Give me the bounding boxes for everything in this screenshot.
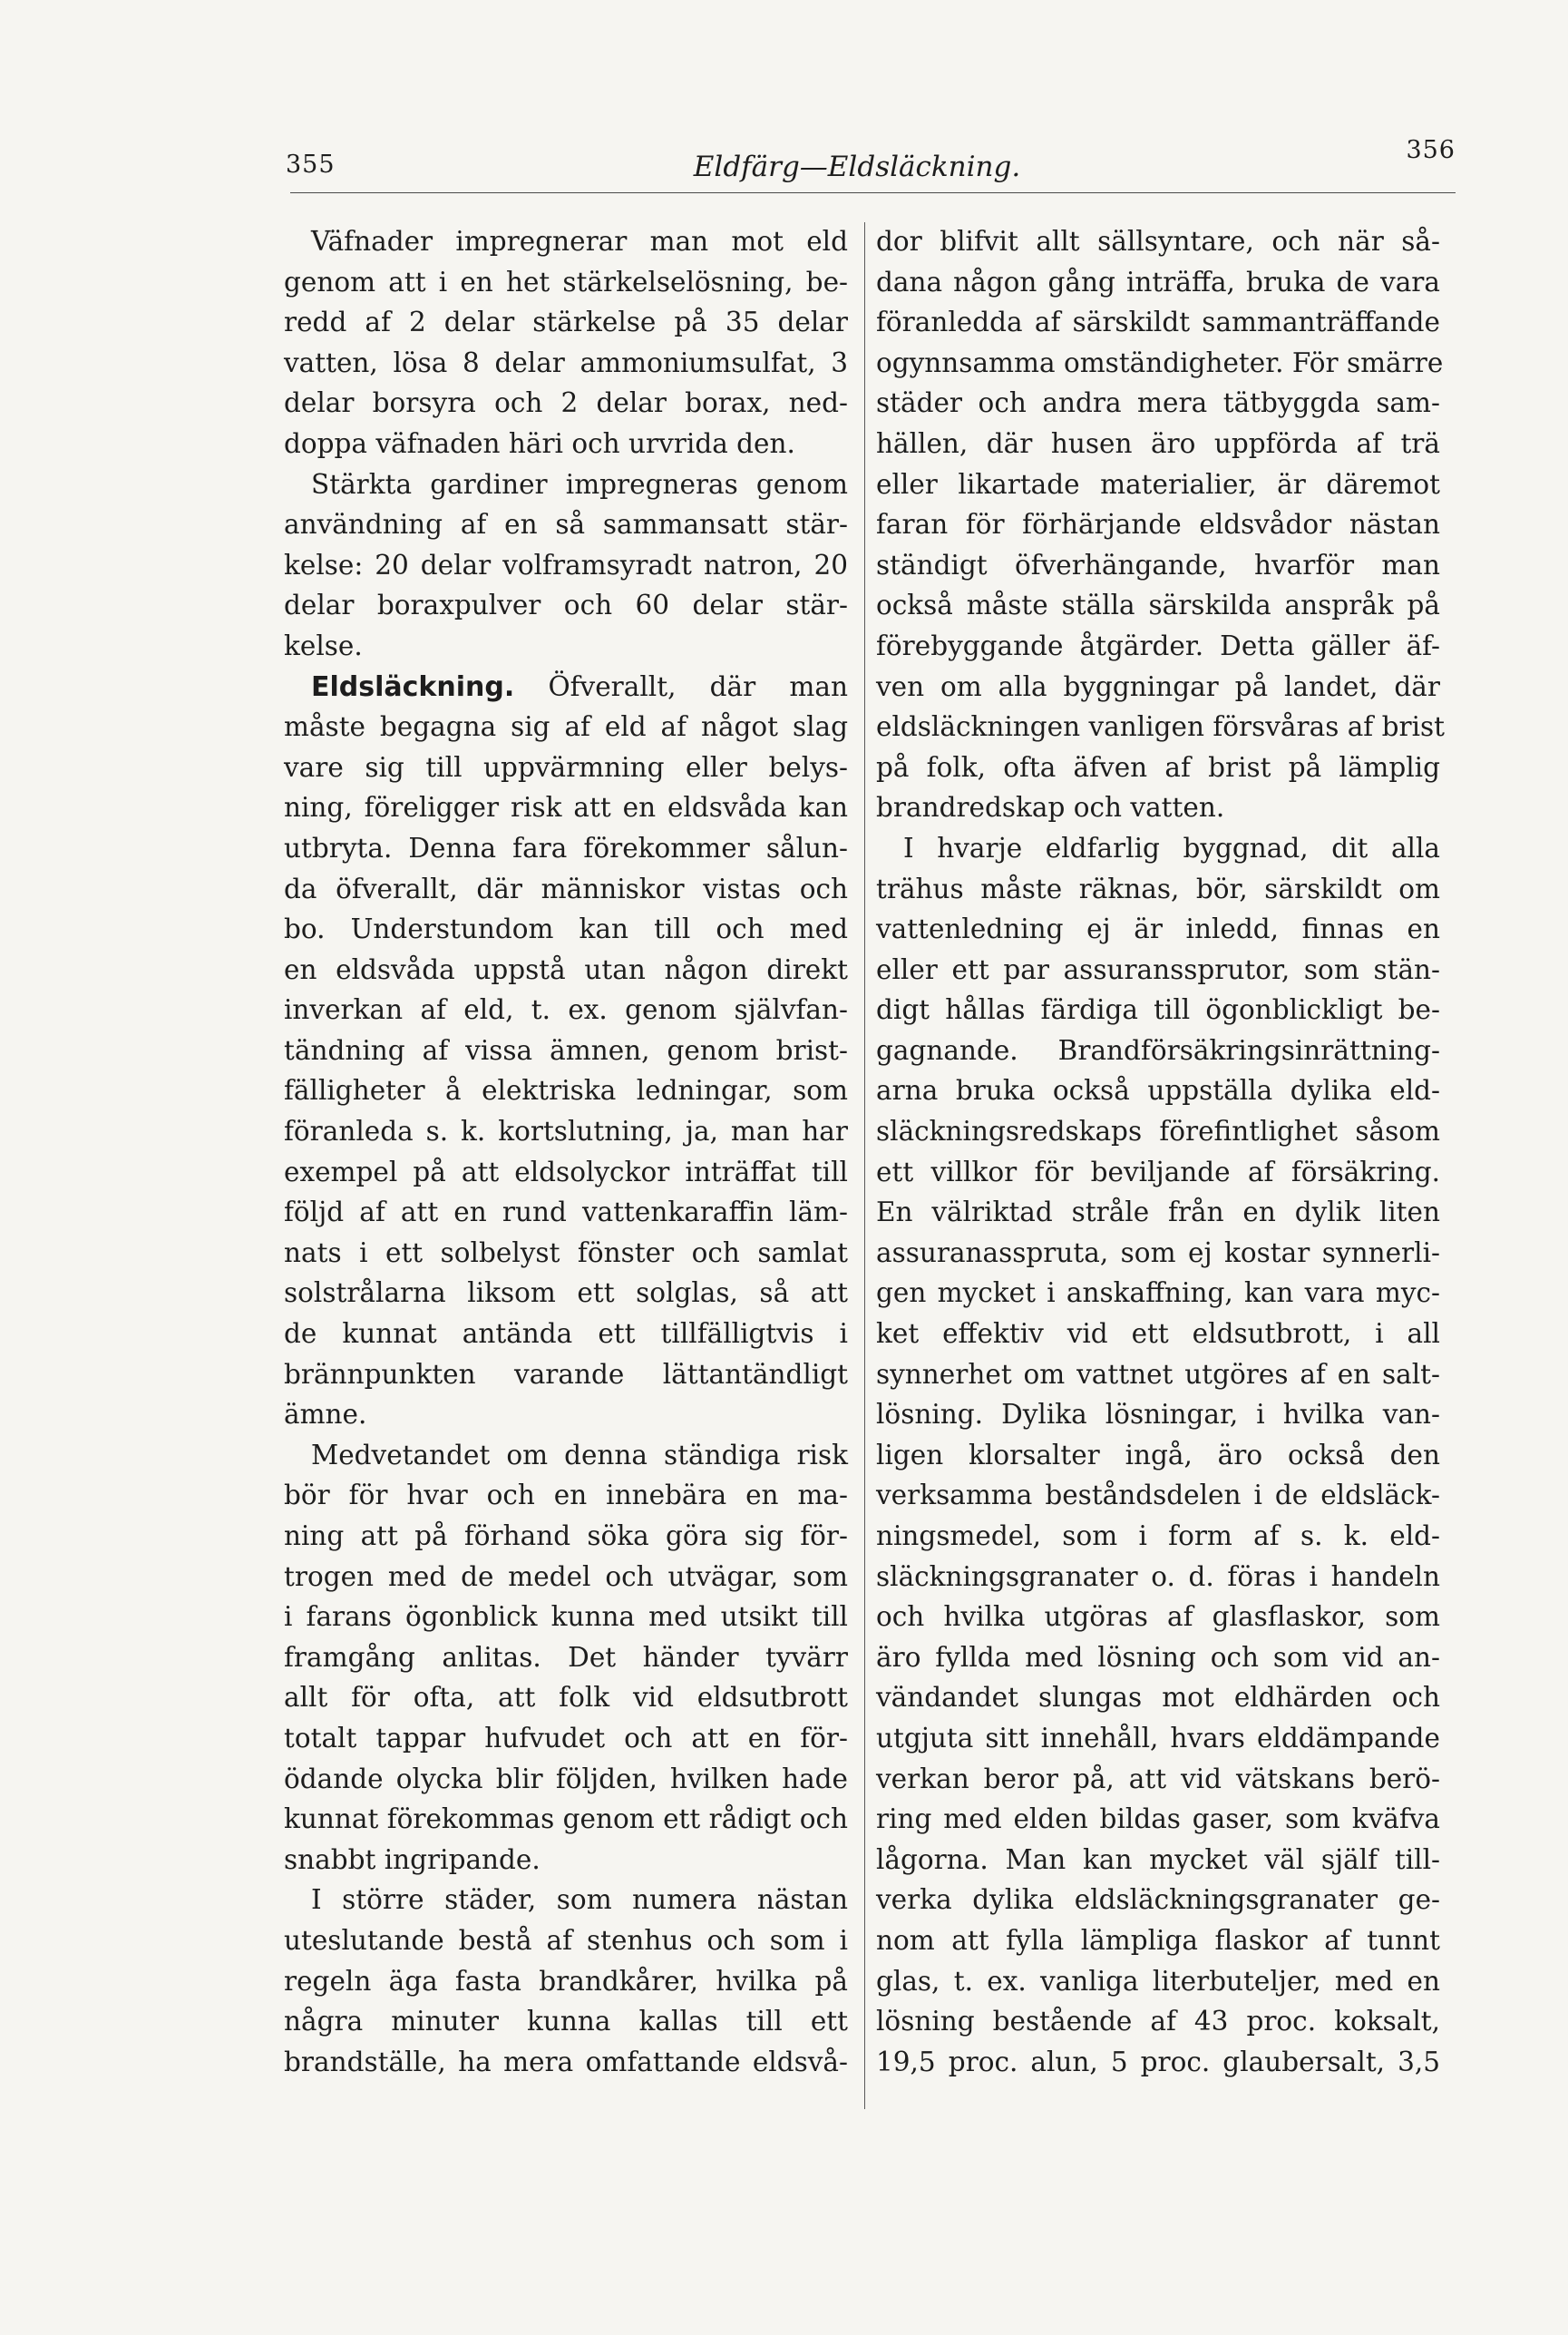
page-number-left: 355 xyxy=(286,151,336,179)
text-line xyxy=(284,383,848,424)
text-line xyxy=(876,343,1444,384)
line-text: föranleda s. k. kortslutning, ja, man har xyxy=(284,1116,848,1148)
line-text: bo. Understundom kan till och med xyxy=(284,913,848,945)
text-line xyxy=(876,221,1440,262)
line-text: brandredskap och vatten. xyxy=(876,792,1225,824)
entry-headword: Eldsläckning. xyxy=(311,670,515,703)
line-text: ogynnsamma omständigheter. För smärre xyxy=(876,347,1444,378)
text-line xyxy=(284,2042,848,2083)
line-text: Medvetandet om denna ständiga risk xyxy=(311,1439,848,1470)
text-line xyxy=(284,1394,848,1435)
line-text: ning, föreligger risk att en eldsvåda kan xyxy=(284,792,848,824)
line-text: nom att fylla lämpliga flaskor af tunnt xyxy=(876,1924,1440,1956)
text-line xyxy=(876,787,1440,828)
text-line xyxy=(284,1233,848,1274)
text-line xyxy=(876,1031,1440,1071)
page-header xyxy=(286,136,1456,191)
line-text: synnerhet om vattnet utgöres af en salt- xyxy=(876,1358,1440,1390)
line-text: nats i ett solbelyst fönster och samlat xyxy=(284,1236,848,1268)
line-text: utgjuta sitt innehåll, hvars elddämpande xyxy=(876,1722,1440,1754)
text-line xyxy=(876,1314,1440,1354)
line-text: måste begagna sig af eld af något slag xyxy=(284,711,848,743)
line-text: uteslutande bestå af stenhus och som i xyxy=(284,1924,848,1956)
line-text: och hvilka utgöras af glasflaskor, som xyxy=(876,1601,1440,1633)
text-line xyxy=(284,424,848,464)
line-text: på folk, ofta äfven af brist på lämplig xyxy=(876,751,1440,783)
text-line xyxy=(284,828,848,869)
line-text: följd af att en rund vattenkaraffin läm- xyxy=(284,1197,848,1228)
line-text: arna bruka också uppställa dylika eld- xyxy=(876,1075,1440,1107)
left-column xyxy=(284,221,848,2082)
line-text: delar borsyra och 2 delar borax, ned- xyxy=(284,387,848,419)
text-line xyxy=(284,1435,848,1476)
text-line xyxy=(876,1070,1440,1111)
line-text: i farans ögonblick kunna med utsikt till xyxy=(284,1601,848,1633)
text-line xyxy=(284,1597,848,1637)
text-line xyxy=(284,1677,848,1718)
line-text: 19,5 proc. alun, 5 proc. glaubersalt, 3,5 xyxy=(876,2046,1440,2077)
line-text: allt för ofta, att folk vid eldsutbrott xyxy=(284,1682,848,1714)
text-line xyxy=(876,1233,1440,1274)
text-line xyxy=(284,1314,848,1354)
line-text: några minuter kunna kallas till ett xyxy=(284,2006,848,2037)
page-number-right: 356 xyxy=(1406,136,1456,164)
column-divider xyxy=(864,222,865,2109)
text-line xyxy=(284,787,848,828)
line-text: glas, t. ex. vanliga literbuteljer, med en xyxy=(876,1965,1440,1997)
text-line xyxy=(876,1354,1440,1395)
text-line xyxy=(876,828,1440,869)
line-text: lösning. Dylika lösningar, i hvilka van- xyxy=(876,1399,1440,1431)
line-text: trähus måste räknas, bör, särskildt om xyxy=(876,873,1440,904)
text-line xyxy=(876,262,1440,303)
line-text: städer och andra mera tätbyggda sam- xyxy=(876,387,1440,419)
text-line xyxy=(876,2001,1440,2042)
line-text: eldsläckningen vanligen försvåras af brist xyxy=(876,711,1446,743)
line-text: ning att på förhand söka göra sig för- xyxy=(284,1520,848,1551)
text-line xyxy=(284,1637,848,1678)
text-line xyxy=(876,1273,1440,1314)
line-text: fälligheter å elektriska ledningar, som xyxy=(284,1075,848,1107)
text-line xyxy=(284,950,848,991)
text-line xyxy=(876,585,1440,626)
line-text: förebyggande åtgärder. Detta gäller äf- xyxy=(876,630,1440,661)
line-text: verksamma beståndsdelen i de eldsläck- xyxy=(876,1480,1440,1511)
text-line xyxy=(876,2042,1440,2083)
line-text: äro fyllda med lösning och som vid an- xyxy=(876,1641,1440,1673)
text-line xyxy=(876,383,1440,424)
text-line xyxy=(876,1637,1440,1678)
text-line xyxy=(284,585,848,626)
text-line xyxy=(876,1920,1440,1961)
text-line xyxy=(284,1557,848,1597)
line-text: hällen, där husen äro uppförda af trä xyxy=(876,427,1440,459)
text-line xyxy=(284,1031,848,1071)
text-line xyxy=(284,1273,848,1314)
line-text: eller likartade materialier, är däremot xyxy=(876,468,1440,500)
line-text: ödande olycka blir följden, hvilken hade xyxy=(284,1763,848,1794)
text-line xyxy=(876,1435,1440,1476)
line-text: En välriktad stråle från en dylik liten xyxy=(876,1197,1440,1228)
line-text: doppa väfnaden häri och urvrida den. xyxy=(284,427,795,459)
text-line xyxy=(876,1759,1440,1800)
line-text: gen mycket i anskaffning, kan vara myc- xyxy=(876,1277,1440,1309)
text-line xyxy=(876,1597,1440,1637)
text-line xyxy=(876,1677,1440,1718)
line-text: släckningsredskaps förefintlighet såsom xyxy=(876,1116,1440,1148)
text-line xyxy=(284,1920,848,1961)
text-line xyxy=(876,626,1440,667)
text-line xyxy=(284,909,848,950)
line-text: faran för förhärjande eldsvådor nästan xyxy=(876,509,1440,541)
line-text: redd af 2 delar stärkelse på 35 delar xyxy=(284,307,848,338)
text-line xyxy=(284,990,848,1031)
line-text: genom att i en het stärkelselösning, be- xyxy=(284,266,848,298)
line-text: I större städer, som numera nästan xyxy=(311,1884,848,1916)
line-text: ämne. xyxy=(284,1399,367,1431)
text-line xyxy=(284,626,848,667)
text-line xyxy=(876,424,1440,464)
line-text: dana någon gång inträffa, bruka de vara xyxy=(876,266,1440,298)
text-line xyxy=(876,747,1440,788)
line-text: verka dylika eldsläckningsgranater ge- xyxy=(876,1884,1440,1916)
line-text: vattenledning ej är inledd, finnas en xyxy=(876,913,1440,945)
line-text: snabbt ingripande. xyxy=(284,1843,541,1875)
text-line xyxy=(284,221,848,262)
line-text: gagnande. Brandförsäkringsinrättning- xyxy=(876,1034,1440,1066)
text-line xyxy=(876,1799,1440,1840)
text-line xyxy=(284,1718,848,1759)
text-line xyxy=(284,545,848,586)
line-text: vare sig till uppvärmning eller belys- xyxy=(284,751,848,783)
line-text: brandställe, ha mera omfattande eldsvå- xyxy=(284,2046,848,2077)
text-line xyxy=(876,1718,1440,1759)
text-line xyxy=(284,1111,848,1152)
text-line xyxy=(876,1152,1440,1193)
text-line xyxy=(876,909,1440,950)
line-text: verkan beror på, att vid vätskans berö- xyxy=(876,1763,1440,1794)
text-line xyxy=(876,1880,1440,1920)
line-text: kelse. xyxy=(284,630,363,661)
text-line xyxy=(284,343,848,384)
text-line xyxy=(876,545,1440,586)
line-text: vändandet slungas mot eldhärden och xyxy=(876,1682,1440,1714)
line-text: delar boraxpulver och 60 delar stär- xyxy=(284,590,848,621)
text-line xyxy=(876,1840,1440,1881)
line-text: ligen klorsalter ingå, äro också den xyxy=(876,1439,1440,1470)
line-text: regeln äga fasta brandkårer, hvilka på xyxy=(284,1965,848,1997)
line-text: utbryta. Denna fara förekommer sålun- xyxy=(284,832,848,864)
line-text: ständigt öfverhängande, hvarför man xyxy=(876,549,1440,581)
text-line xyxy=(876,950,1440,991)
text-line xyxy=(284,1475,848,1516)
line-text: ett villkor för beviljande af försäkring. xyxy=(876,1156,1440,1187)
line-text: trogen med de medel och utvägar, som xyxy=(284,1560,848,1592)
line-text: föranledda af särskildt sammanträffande xyxy=(876,307,1440,338)
line-text: framgång anlitas. Det händer tyvärr xyxy=(284,1641,848,1673)
text-line xyxy=(876,1516,1440,1557)
text-line xyxy=(284,1192,848,1233)
text-line xyxy=(284,707,848,747)
text-line xyxy=(284,1354,848,1395)
line-text: solstrålarna liksom ett solglas, så att xyxy=(284,1277,848,1309)
right-column xyxy=(876,221,1446,2082)
text-line xyxy=(876,1961,1440,2002)
line-text: da öfverallt, där människor vistas och xyxy=(284,873,848,904)
text-line xyxy=(876,464,1440,505)
line-text: ven om alla byggningar på landet, där xyxy=(876,670,1440,702)
line-text: I hvarje eldfarlig byggnad, dit alla xyxy=(903,832,1440,864)
line-text: användning af en så sammansatt stär- xyxy=(284,509,848,541)
line-text: Väfnader impregnerar man mot eld xyxy=(311,226,848,257)
line-text: kunnat förekommas genom ett rådigt och xyxy=(284,1803,849,1835)
running-title: Eldfärg—Eldsläckning. xyxy=(693,151,1021,183)
text-line xyxy=(284,1070,848,1111)
line-text: totalt tappar hufvudet och att en för- xyxy=(284,1722,848,1754)
text-line xyxy=(284,464,848,505)
line-text: Stärkta gardiner impregneras genom xyxy=(311,468,848,500)
text-line xyxy=(876,707,1446,747)
line-text: digt hållas färdiga till ögonblickligt be- xyxy=(876,994,1440,1026)
line-text: tändning af vissa ämnen, genom brist- xyxy=(284,1034,848,1066)
line-text: brännpunkten varande lättantändligt xyxy=(284,1358,848,1390)
line-text: släckningsgranater o. d. föras i handeln xyxy=(876,1560,1440,1592)
line-text: ningsmedel, som i form af s. k. eld- xyxy=(876,1520,1440,1551)
text-line xyxy=(284,2001,848,2042)
line-text: ring med elden bildas gaser, som kväfva xyxy=(876,1803,1440,1835)
text-line xyxy=(876,504,1440,545)
text-line xyxy=(284,262,848,303)
text-line xyxy=(876,1394,1440,1435)
text-line xyxy=(876,869,1440,910)
text-line xyxy=(284,302,848,343)
line-text: exempel på att eldsolyckor inträffat till xyxy=(284,1156,848,1187)
text-line xyxy=(284,1961,848,2002)
line-text: inverkan af eld, t. ex. genom självfan- xyxy=(284,994,848,1026)
line-text: de kunnat antända ett tillfälligtvis i xyxy=(284,1318,848,1350)
text-line xyxy=(284,1880,848,1920)
text-line xyxy=(284,1799,848,1840)
text-line xyxy=(284,667,848,708)
text-line xyxy=(284,1152,848,1193)
header-rule xyxy=(290,192,1456,193)
text-line xyxy=(876,1475,1440,1516)
line-text: eller ett par assuranssprutor, som stän- xyxy=(876,953,1440,985)
line-text: vatten, lösa 8 delar ammoniumsulfat, 3 xyxy=(284,347,848,378)
text-line xyxy=(876,1111,1440,1152)
line-text: bör för hvar och en innebära en ma- xyxy=(284,1480,848,1511)
line-text: lösning bestående af 43 proc. koksalt, xyxy=(876,2006,1440,2037)
text-line xyxy=(876,1557,1440,1597)
line-text: en eldsvåda uppstå utan någon direkt xyxy=(284,953,848,985)
line-text: ket effektiv vid ett eldsutbrott, i all xyxy=(876,1318,1440,1350)
text-line xyxy=(876,990,1440,1031)
text-line xyxy=(876,302,1440,343)
line-text: assuranasspruta, som ej kostar synnerli- xyxy=(876,1236,1440,1268)
line-text: Öfverallt, där man xyxy=(548,670,848,702)
text-line xyxy=(284,1759,848,1800)
line-text: kelse: 20 delar volframsyradt natron, 20 xyxy=(284,549,848,581)
text-line xyxy=(284,1516,848,1557)
text-line xyxy=(876,667,1440,708)
text-line xyxy=(876,1192,1440,1233)
text-line xyxy=(284,747,848,788)
line-text: dor blifvit allt sällsyntare, och när så- xyxy=(876,226,1440,257)
text-line xyxy=(284,869,848,910)
line-text: också måste ställa särskilda anspråk på xyxy=(876,590,1440,621)
text-line xyxy=(284,1840,848,1881)
text-line xyxy=(284,504,848,545)
line-text: lågorna. Man kan mycket väl själf till- xyxy=(876,1843,1440,1875)
